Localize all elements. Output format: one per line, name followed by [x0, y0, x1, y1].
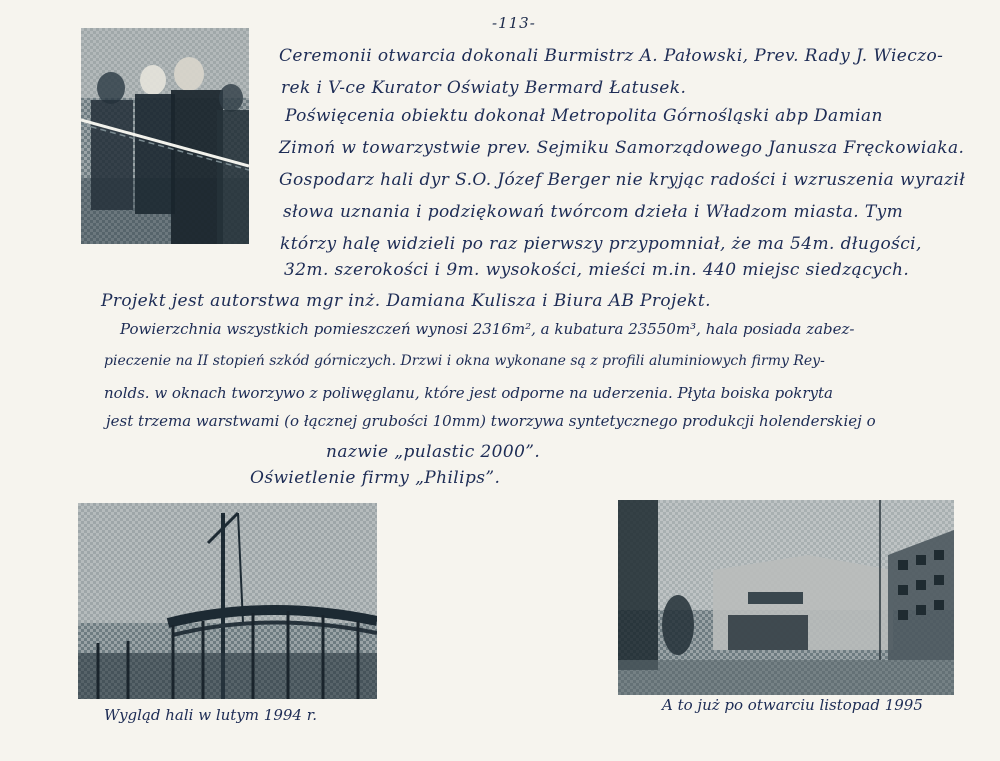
text-line: nolds. w oknach tworzywo z poliwęglanu, które jest odporne na uderzenia. Płyta boiska pokryta: [104, 384, 833, 402]
text-line: rek i V-ce Kurator Oświaty Bermard Łatusek.: [281, 78, 687, 98]
text-line: Projekt jest autorstwa mgr inż. Damiana Kulisza i Biura AB Projekt.: [101, 291, 711, 311]
text-line: Zimoń w towarzystwie prev. Sejmiku Samorządowego Janusza Fręckowiaka.: [279, 138, 965, 158]
text-line: którzy halę widzieli po raz pierwszy przypomniał, że ma 54m. długości,: [280, 234, 922, 254]
text-line: pieczenie na II stopień szkód górniczych. Drzwi i okna wykonane są z profili aluminiowych firmy Rey-: [104, 353, 825, 369]
text-line: nazwie „pulastic 2000”.: [326, 442, 541, 462]
text-line: Gospodarz hali dyr S.O. Józef Berger nie kryjąc radości i wzruszenia wyraził: [279, 170, 966, 190]
text-line: Ceremonii otwarcia dokonali Burmistrz A. Pałowski, Prev. Rady J. Wieczo-: [279, 46, 944, 66]
hall-photo: [618, 500, 954, 695]
hall-caption: A to już po otwarciu listopad 1995: [662, 696, 923, 714]
construction-photo: [78, 503, 377, 699]
ceremony-photo: [81, 28, 249, 244]
text-line: Oświetlenie firmy „Philips”.: [250, 468, 501, 488]
text-line: Poświęcenia obiektu dokonał Metropolita Górnośląski abp Damian: [285, 106, 883, 126]
construction-caption: Wygląd hali w lutym 1994 r.: [104, 706, 318, 724]
text-line: jest trzema warstwami (o łącznej grubości 10mm) tworzywa syntetycznego produkcji holenderskiej o: [106, 412, 876, 430]
text-line: Powierzchnia wszystkich pomieszczeń wynosi 2316m², a kubatura 23550m³, hala posiada zabez-: [120, 320, 855, 338]
text-line: 32m. szerokości i 9m. wysokości, mieści m.in. 440 miejsc siedzących.: [284, 260, 910, 280]
page-number: -113-: [492, 14, 536, 32]
text-line: słowa uznania i podziękowań twórcom dzieła i Władzom miasta. Tym: [283, 202, 904, 222]
